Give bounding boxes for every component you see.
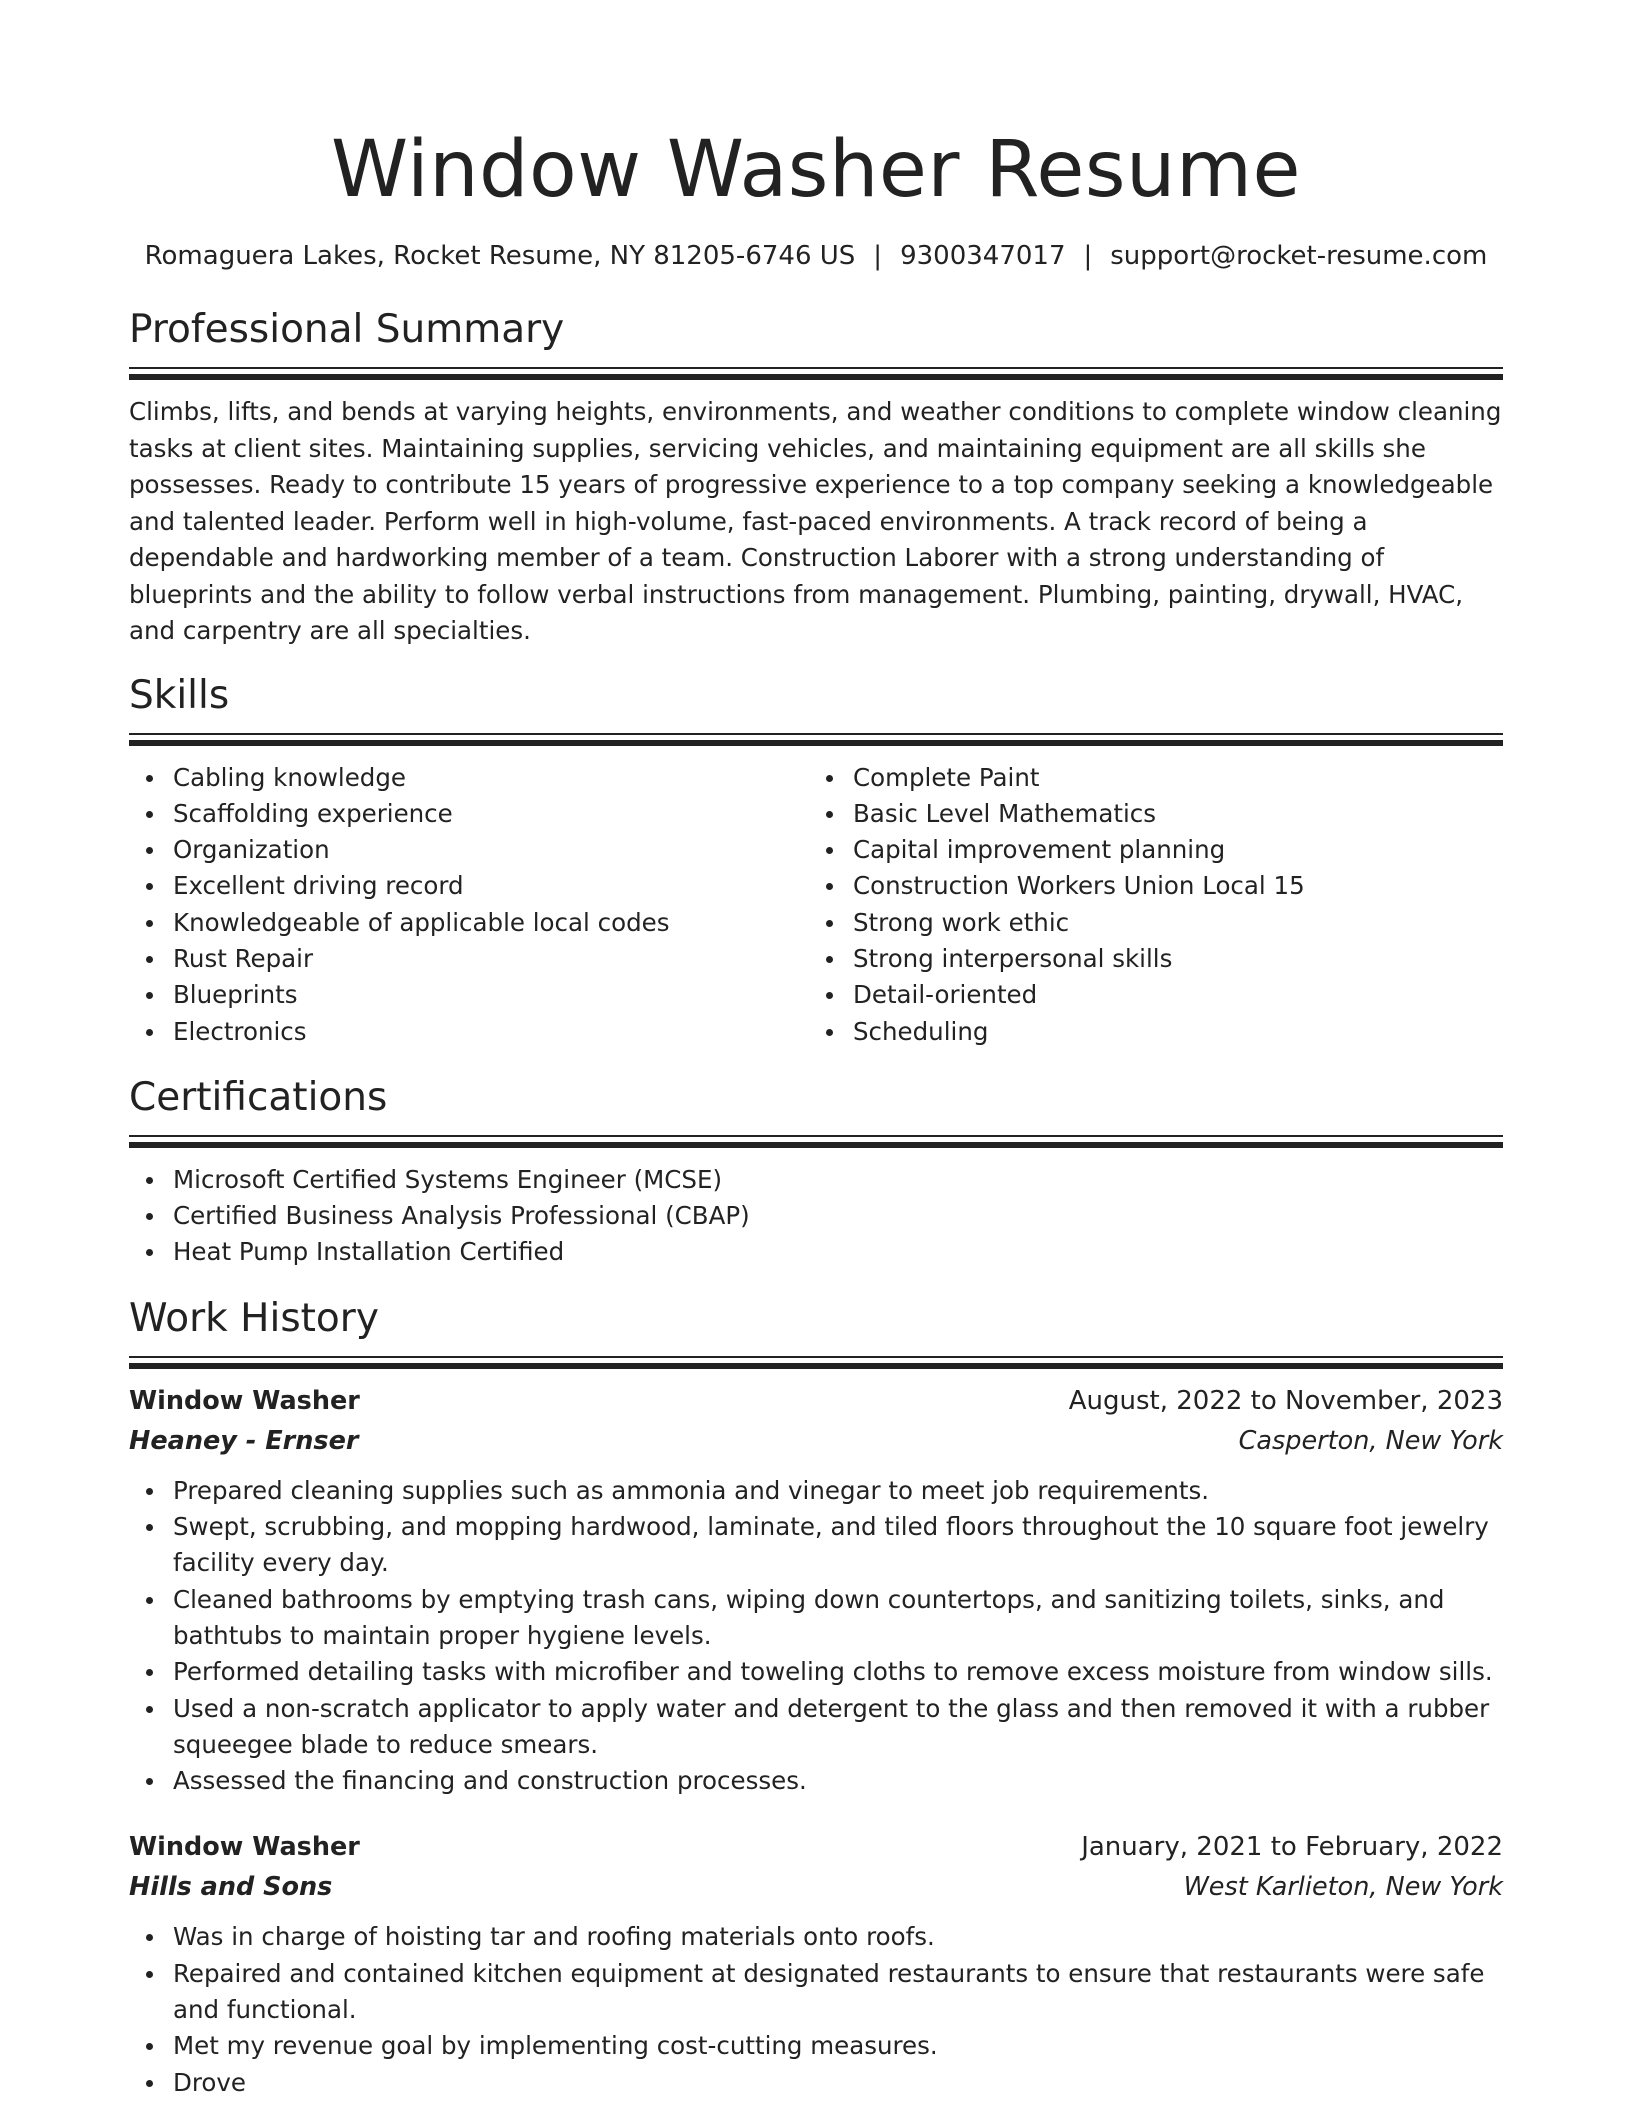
job-title: Window Washer (129, 1832, 360, 1863)
skills-column-right (809, 760, 1489, 1050)
contact-separator: | (873, 241, 883, 271)
job-duty-item: Drove (173, 2065, 1503, 2101)
job-duty-item: Was in charge of hoisting tar and roofing materials onto roofs. (173, 1919, 1503, 1955)
job-duty-item: Swept, scrubbing, and mopping hardwood, laminate, and tiled floors throughout the 10 square foot jewelry facility every day. (173, 1509, 1503, 1582)
job-duty-item: Met my revenue goal by implementing cost-cutting measures. (173, 2028, 1503, 2064)
skill-item: Rust Repair (173, 941, 809, 977)
contact-address: Romaguera Lakes, Rocket Resume, NY 81205-6746 US (144, 241, 856, 271)
job-duty-item: Prepared cleaning supplies such as ammonia and vinegar to meet job requirements. (173, 1473, 1503, 1509)
job-header (129, 1827, 1503, 1867)
certifications-list (129, 1162, 1503, 1271)
job-company: Heaney - Ernser (129, 1425, 359, 1456)
skill-item: Excellent driving record (173, 868, 809, 904)
section-heading-summary: Professional Summary (129, 307, 565, 352)
skill-item: Organization (173, 832, 809, 868)
skill-item: Detail-oriented (853, 977, 1489, 1013)
skills-columns (129, 760, 1503, 1050)
job-duty-item: Cleaned bathrooms by emptying trash cans, wiping down countertops, and sanitizing toilets, sinks, and bathtubs to maintain proper hygiene levels. (173, 1582, 1503, 1655)
job-header (129, 1381, 1503, 1421)
job-subheader (129, 1421, 1503, 1461)
job-duties-list (129, 1919, 1503, 2100)
skill-item: Scaffolding experience (173, 796, 809, 832)
skills-column-left (129, 760, 809, 1050)
job-duty-item: Performed detailing tasks with microfiber and toweling cloths to remove excess moisture from window sills. (173, 1654, 1503, 1690)
certification-item: Certified Business Analysis Professional (CBAP) (173, 1198, 1503, 1234)
job-entry (129, 1827, 1503, 2100)
contact-phone: 9300347017 (900, 241, 1066, 271)
job-duties-list (129, 1473, 1503, 1800)
skills-section (129, 671, 1503, 1050)
section-divider (129, 1135, 1503, 1148)
job-dates: August, 2022 to November, 2023 (1068, 1385, 1503, 1416)
job-duty-item: Assessed the financing and construction processes. (173, 1763, 1503, 1799)
skill-item: Cabling knowledge (173, 760, 809, 796)
job-company: Hills and Sons (129, 1872, 333, 1903)
skill-item: Construction Workers Union Local 15 (853, 868, 1489, 904)
section-divider (129, 1356, 1503, 1369)
section-divider (129, 367, 1503, 380)
skill-item: Basic Level Mathematics (853, 796, 1489, 832)
job-entry (129, 1381, 1503, 1800)
skills-list-left (129, 760, 809, 1050)
skill-item: Strong work ethic (853, 905, 1489, 941)
job-duty-item: Used a non-scratch applicator to apply water and detergent to the glass and then removed it with a rubber squeegee blade to reduce smears. (173, 1691, 1503, 1764)
section-heading-certifications: Certifications (129, 1074, 388, 1120)
skill-item: Complete Paint (853, 760, 1489, 796)
contact-separator: | (1083, 241, 1093, 271)
summary-section (129, 305, 1503, 650)
section-divider (129, 733, 1503, 746)
certification-item: Microsoft Certified Systems Engineer (MCSE) (173, 1162, 1503, 1198)
skill-item: Electronics (173, 1014, 809, 1050)
job-duty-item: Repaired and contained kitchen equipment at designated restaurants to ensure that restaurants were safe and functional. (173, 1956, 1503, 2029)
summary-text: Climbs, lifts, and bends at varying heights, environments, and weather conditions to complete window cleaning tasks at client sites. Maintaining supplies, servicing vehicles, and maintaining equipment are all skills she possesses. Ready to contribute 15 years of progressive experience to a top company seeking a knowledgeable and talented leader. Perform well in high-volume, fast-paced environments. A track record of being a dependable and hardworking member of a team. Construction Laborer with a strong understanding of blueprints and the ability to follow verbal instructions from management. Plumbing, painting, drywall, HVAC, and carpentry are all specialties. (129, 397, 1502, 645)
work-history-section (129, 1294, 1503, 2101)
job-location: Casperton, New York (1238, 1425, 1503, 1456)
certifications-section (129, 1073, 1503, 1271)
certification-item: Heat Pump Installation Certified (173, 1234, 1503, 1270)
job-title: Window Washer (129, 1385, 360, 1416)
section-heading-skills: Skills (129, 672, 230, 718)
resume-title: Window Washer Resume (331, 125, 1301, 215)
skills-list-right (809, 760, 1489, 1050)
skill-item: Strong interpersonal skills (853, 941, 1489, 977)
job-location: West Karlieton, New York (1183, 1872, 1503, 1903)
job-dates: January, 2021 to February, 2022 (1081, 1832, 1503, 1863)
contact-line (129, 238, 1503, 274)
job-subheader (129, 1867, 1503, 1907)
skill-item: Blueprints (173, 977, 809, 1013)
skill-item: Scheduling (853, 1014, 1489, 1050)
section-heading-work-history: Work History (129, 1295, 379, 1341)
skill-item: Capital improvement planning (853, 832, 1489, 868)
contact-email: support@rocket-resume.com (1110, 241, 1488, 271)
skill-item: Knowledgeable of applicable local codes (173, 905, 809, 941)
